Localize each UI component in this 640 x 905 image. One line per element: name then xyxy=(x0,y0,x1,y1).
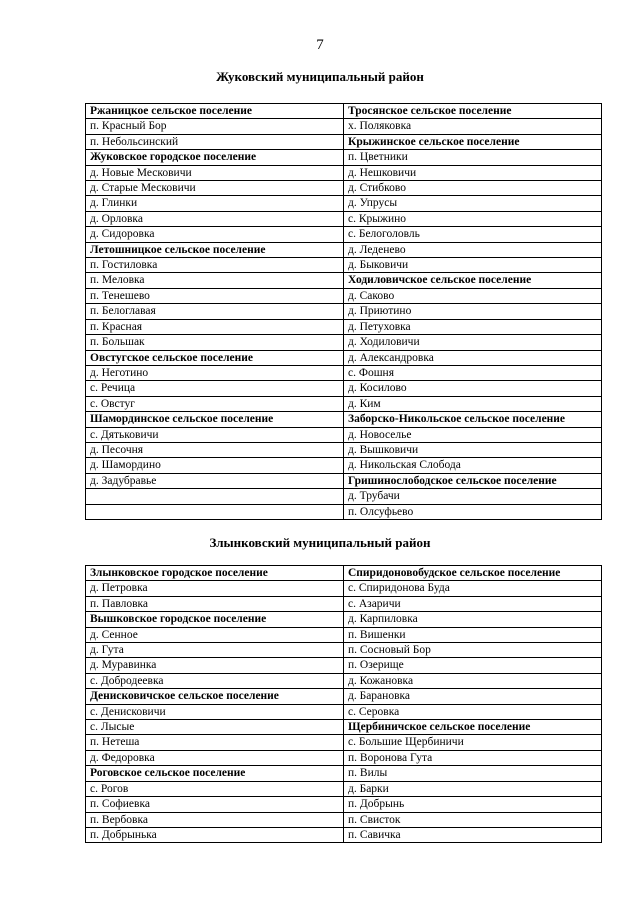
settlement-group-header: Вышковское городское поселение xyxy=(86,612,344,627)
settlement-cell: с. Овстуг xyxy=(86,396,344,411)
table-row xyxy=(86,720,602,735)
table-row xyxy=(86,704,602,719)
settlement-cell: с. Лысые xyxy=(86,720,344,735)
settlement-cell: с. Серовка xyxy=(344,704,602,719)
settlement-cell: п. Вишенки xyxy=(344,627,602,642)
settlement-cell: д. Упрусы xyxy=(344,196,602,211)
table-row xyxy=(86,119,602,134)
table-row xyxy=(86,396,602,411)
table-row xyxy=(86,319,602,334)
settlement-cell: д. Стибково xyxy=(344,181,602,196)
table-row xyxy=(86,643,602,658)
settlements-table-zlynkovsky xyxy=(85,565,602,843)
settlement-cell: п. Вербовка xyxy=(86,812,344,827)
table-row xyxy=(86,689,602,704)
settlement-cell xyxy=(86,504,344,519)
settlement-cell: д. Ходиловичи xyxy=(344,335,602,350)
settlement-cell: д. Барановка xyxy=(344,689,602,704)
settlement-cell: п. Сосновый Бор xyxy=(344,643,602,658)
settlement-cell: д. Петровка xyxy=(86,581,344,596)
settlement-group-header: Овстугское сельское поселение xyxy=(86,350,344,365)
settlement-cell: с. Азаричи xyxy=(344,596,602,611)
settlement-cell: д. Приютино xyxy=(344,304,602,319)
settlement-cell: д. Новые Месковичи xyxy=(86,165,344,180)
table-row xyxy=(86,304,602,319)
table-row xyxy=(86,627,602,642)
settlement-cell: с. Крыжино xyxy=(344,211,602,226)
table-row xyxy=(86,242,602,257)
table-row xyxy=(86,350,602,365)
settlement-cell: д. Шамордино xyxy=(86,458,344,473)
table-row xyxy=(86,673,602,688)
table-row xyxy=(86,365,602,380)
settlement-cell xyxy=(86,489,344,504)
settlement-cell: п. Белоглавая xyxy=(86,304,344,319)
settlement-cell: п. Павловка xyxy=(86,596,344,611)
settlement-cell: д. Старые Месковичи xyxy=(86,181,344,196)
table-row xyxy=(86,165,602,180)
settlement-cell: д. Петуховка xyxy=(344,319,602,334)
settlement-cell: п. Небольсинский xyxy=(86,134,344,149)
settlement-cell: п. Красная xyxy=(86,319,344,334)
settlement-group-header: Жуковское городское поселение xyxy=(86,150,344,165)
table-row xyxy=(86,504,602,519)
table-row xyxy=(86,735,602,750)
table-row xyxy=(86,750,602,765)
settlement-cell: п. Добрынь xyxy=(344,797,602,812)
settlement-cell: д. Леденево xyxy=(344,242,602,257)
settlement-group-header: Ржаницкое сельское поселение xyxy=(86,104,344,119)
table-row xyxy=(86,427,602,442)
settlement-group-header: Летошницкое сельское поселение xyxy=(86,242,344,257)
settlement-group-header: Злынковское городское поселение xyxy=(86,566,344,581)
settlement-cell: п. Красный Бор xyxy=(86,119,344,134)
table-row xyxy=(86,473,602,488)
settlement-cell: д. Муравинка xyxy=(86,658,344,673)
table-row xyxy=(86,612,602,627)
table-row xyxy=(86,812,602,827)
settlement-cell: д. Никольская Слобода xyxy=(344,458,602,473)
settlement-cell: д. Карпиловка xyxy=(344,612,602,627)
settlement-cell: д. Неготино xyxy=(86,365,344,380)
settlement-cell: с. Добродеевка xyxy=(86,673,344,688)
table-row xyxy=(86,412,602,427)
table-row xyxy=(86,258,602,273)
table-row xyxy=(86,134,602,149)
settlement-cell: д. Косилово xyxy=(344,381,602,396)
settlement-cell: п. Софиевка xyxy=(86,797,344,812)
table-row xyxy=(86,581,602,596)
table-row xyxy=(86,211,602,226)
settlement-cell: д. Сенное xyxy=(86,627,344,642)
settlement-cell: п. Большак xyxy=(86,335,344,350)
table-row xyxy=(86,781,602,796)
settlement-cell: с. Речица xyxy=(86,381,344,396)
settlement-cell: д. Глинки xyxy=(86,196,344,211)
settlement-group-header: Тросянское сельское поселение xyxy=(344,104,602,119)
settlement-cell: д. Орловка xyxy=(86,211,344,226)
settlement-cell: п. Олсуфьево xyxy=(344,504,602,519)
table-row xyxy=(86,150,602,165)
settlement-cell: д. Вышковичи xyxy=(344,442,602,457)
settlement-cell: п. Савичка xyxy=(344,827,602,842)
settlement-cell: п. Свисток xyxy=(344,812,602,827)
settlement-cell: п. Нетеша xyxy=(86,735,344,750)
section-title-zhukovsky: Жуковский муниципальный район xyxy=(216,69,424,84)
settlement-cell: д. Задубравье xyxy=(86,473,344,488)
settlement-cell: д. Песочня xyxy=(86,442,344,457)
settlement-cell: д. Сидоровка xyxy=(86,227,344,242)
table-row xyxy=(86,827,602,842)
table-row xyxy=(86,458,602,473)
settlement-cell: д. Саково xyxy=(344,288,602,303)
table-row xyxy=(86,335,602,350)
settlement-group-header: Шамординское сельское поселение xyxy=(86,412,344,427)
settlement-cell: п. Меловка xyxy=(86,273,344,288)
settlement-cell: д. Нешковичи xyxy=(344,165,602,180)
settlement-cell: п. Добрынька xyxy=(86,827,344,842)
settlement-cell: п. Гостиловка xyxy=(86,258,344,273)
settlement-cell: д. Новоселье xyxy=(344,427,602,442)
settlement-cell: с. Денисковичи xyxy=(86,704,344,719)
settlement-cell: д. Александровка xyxy=(344,350,602,365)
settlement-cell: п. Тенешево xyxy=(86,288,344,303)
table-row xyxy=(86,273,602,288)
table-row xyxy=(86,566,602,581)
settlement-group-header: Заборско-Никольское сельское поселение xyxy=(344,412,602,427)
settlement-cell: д. Быковичи xyxy=(344,258,602,273)
settlement-cell: д. Гута xyxy=(86,643,344,658)
settlement-group-header: Денисковичское сельское поселение xyxy=(86,689,344,704)
settlement-group-header: Спиридоновобудское сельское поселение xyxy=(344,566,602,581)
settlement-cell: п. Воронова Гута xyxy=(344,750,602,765)
table-row xyxy=(86,381,602,396)
settlement-cell: д. Ким xyxy=(344,396,602,411)
settlement-cell: п. Цветники xyxy=(344,150,602,165)
settlement-cell: с. Большие Щербиничи xyxy=(344,735,602,750)
page-number: 7 xyxy=(316,37,324,53)
table-row xyxy=(86,104,602,119)
settlement-group-header: Гришинослободское сельское поселение xyxy=(344,473,602,488)
settlement-cell: х. Поляковка xyxy=(344,119,602,134)
settlement-cell: д. Кожановка xyxy=(344,673,602,688)
settlement-group-header: Щербиничское сельское поселение xyxy=(344,720,602,735)
table-row xyxy=(86,442,602,457)
settlement-cell: с. Дятьковичи xyxy=(86,427,344,442)
settlement-cell: п. Озерище xyxy=(344,658,602,673)
settlement-cell: д. Федоровка xyxy=(86,750,344,765)
settlement-group-header: Крыжинское сельское поселение xyxy=(344,134,602,149)
settlement-group-header: Роговское сельское поселение xyxy=(86,766,344,781)
settlement-cell: с. Рогов xyxy=(86,781,344,796)
table-row xyxy=(86,797,602,812)
settlement-cell: п. Вилы xyxy=(344,766,602,781)
settlement-cell: с. Фошня xyxy=(344,365,602,380)
table-row xyxy=(86,227,602,242)
settlement-cell: с. Белоголовль xyxy=(344,227,602,242)
table-row xyxy=(86,288,602,303)
table-row xyxy=(86,489,602,504)
settlement-cell: д. Барки xyxy=(344,781,602,796)
table-row xyxy=(86,658,602,673)
section-title-zlynkovsky: Злынковский муниципальный район xyxy=(209,535,431,550)
table-row xyxy=(86,181,602,196)
table-row xyxy=(86,596,602,611)
settlement-group-header: Ходиловичское сельское поселение xyxy=(344,273,602,288)
settlement-cell: д. Трубачи xyxy=(344,489,602,504)
table-row xyxy=(86,766,602,781)
settlement-cell: с. Спиридонова Буда xyxy=(344,581,602,596)
table-row xyxy=(86,196,602,211)
settlements-table-zhukovsky xyxy=(85,103,602,520)
